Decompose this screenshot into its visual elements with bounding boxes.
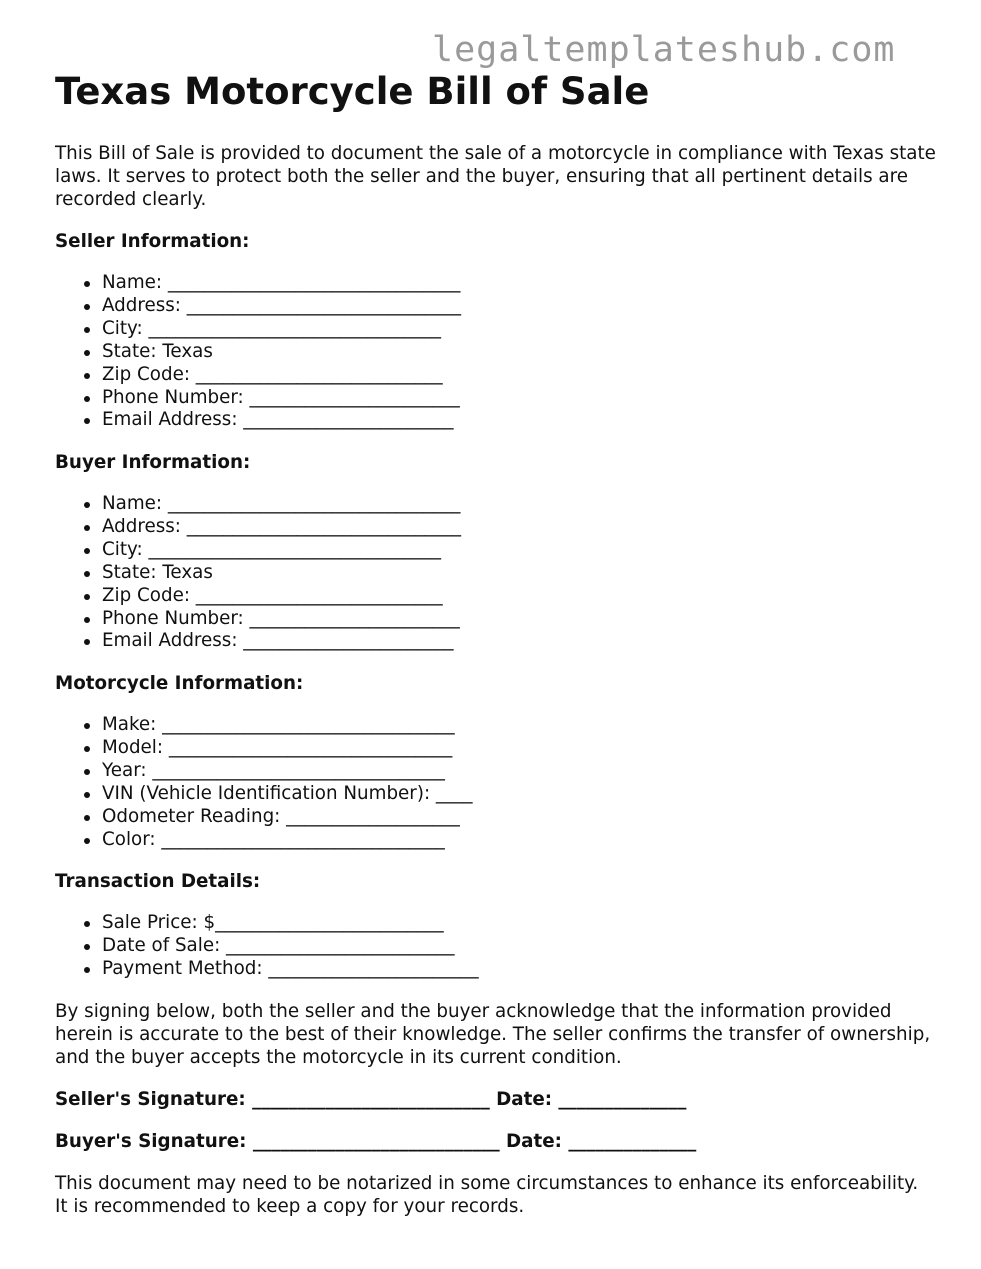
transaction-heading: Transaction Details:	[55, 871, 261, 892]
acknowledgment-paragraph: By signing below, both the seller and the buyer acknowledge that the information provided herein is accurate to the best of their knowledge. The seller confirms the transfer of ownership, and the buyer accepts the motorcycle in its current condition.	[55, 1001, 931, 1068]
list-item: Zip Code: ___________________________	[55, 585, 461, 608]
list-item: State: Texas	[55, 562, 461, 585]
list-item: Zip Code: ___________________________	[55, 364, 461, 387]
list-item: Address: ______________________________	[55, 295, 461, 318]
page-title: Texas Motorcycle Bill of Sale	[55, 70, 650, 113]
list-item: Payment Method: _______________________	[55, 958, 479, 981]
buyer-section	[55, 451, 461, 653]
watermark: legaltemplateshub.com	[432, 30, 896, 70]
transaction-field-list	[55, 912, 479, 981]
seller-section	[55, 230, 461, 432]
motorcycle-heading: Motorcycle Information:	[55, 673, 304, 694]
buyer-field-list	[55, 493, 461, 653]
motorcycle-section	[55, 672, 472, 851]
buyer-signature-line: Buyer's Signature: ___________________________ Date: ______________	[55, 1131, 697, 1152]
buyer-heading: Buyer Information:	[55, 452, 251, 473]
list-item: Odometer Reading: ___________________	[55, 806, 472, 829]
list-item: Address: ______________________________	[55, 516, 461, 539]
motorcycle-field-list	[55, 714, 472, 851]
list-item: Color: _______________________________	[55, 829, 472, 852]
list-item: Email Address: _______________________	[55, 630, 461, 653]
list-item: Model: _______________________________	[55, 737, 472, 760]
list-item: Date of Sale: _________________________	[55, 935, 479, 958]
list-item: Sale Price: $_________________________	[55, 912, 479, 935]
footer-note: This document may need to be notarized in some circumstances to enhance its enforceability. It is recommended to keep a copy for your records.	[55, 1173, 919, 1217]
list-item: Make: ________________________________	[55, 714, 472, 737]
intro-paragraph: This Bill of Sale is provided to document the sale of a motorcycle in compliance with Texas state laws. It serves to protect both the seller and the buyer, ensuring that all pertinent details are recorded clearly.	[55, 143, 936, 210]
list-item: State: Texas	[55, 341, 461, 364]
list-item: Name: ________________________________	[55, 272, 461, 295]
transaction-section	[55, 870, 479, 981]
list-item: Phone Number: _______________________	[55, 387, 461, 410]
list-item: Name: ________________________________	[55, 493, 461, 516]
list-item: VIN (Vehicle Identification Number): ____	[55, 783, 472, 806]
list-item: Email Address: _______________________	[55, 409, 461, 432]
list-item: City: ________________________________	[55, 539, 461, 562]
list-item: Year: ________________________________	[55, 760, 472, 783]
seller-signature-line: Seller's Signature: __________________________ Date: ______________	[55, 1089, 687, 1110]
seller-heading: Seller Information:	[55, 231, 250, 252]
list-item: Phone Number: _______________________	[55, 608, 461, 631]
list-item: City: ________________________________	[55, 318, 461, 341]
seller-field-list	[55, 272, 461, 432]
